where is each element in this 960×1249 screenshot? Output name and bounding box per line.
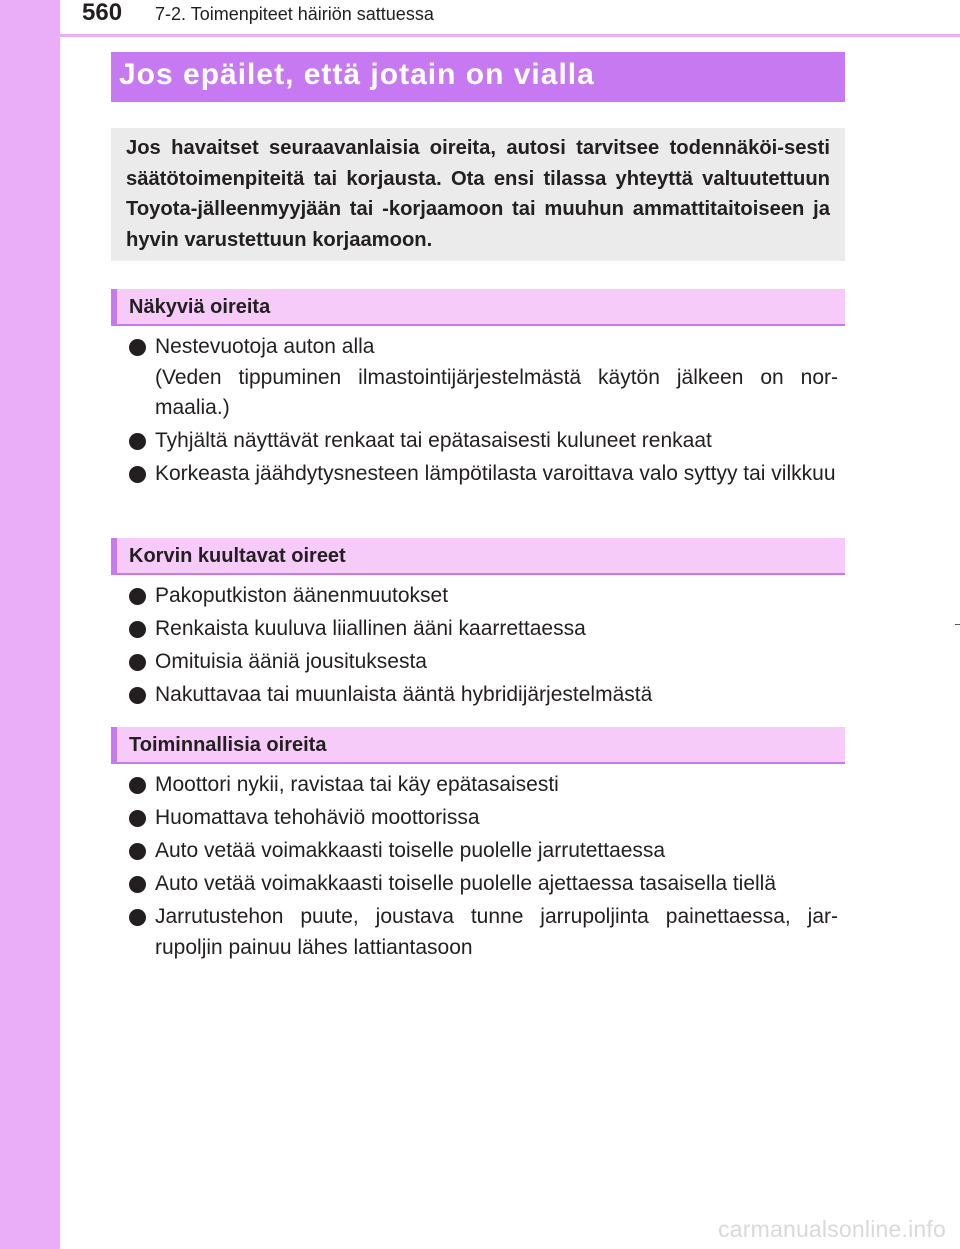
bullet-icon [129,466,146,483]
list-item-text: Auto vetää voimakkaasti toiselle puolelle jarrutettaessa [155,839,666,862]
subheading-label: Näkyviä oireita [129,296,271,318]
bullet-icon [129,777,146,794]
bullet-icon [129,339,146,356]
list-item [128,426,838,457]
list-item [128,581,838,612]
bullet-icon [129,621,146,638]
list-item-text: Auto vetää voimakkaasti toiselle puolelle ajettaessa tasaisella tiellä [155,872,777,895]
list-item-text: Omituisia ääniä jousituksesta [155,650,427,673]
list-item-text: Jarrutustehon puute, joustava tunne jarrupoljinta painettaessa, jar-rupoljin painuu lähes lattiantasoon [155,905,838,959]
list-item [128,770,838,801]
list-item-text: Renkaista kuuluva liiallinen ääni kaarrettaessa [155,617,586,640]
subheading-visible-symptoms [111,289,845,326]
list-item [128,902,838,963]
list-item-text: Nakuttavaa tai muunlaista ääntä hybridijärjestelmästä [155,683,653,706]
list-item-text: Moottori nykii, ravistaa tai käy epätasaisesti [155,773,559,796]
bullet-icon [129,654,146,671]
subheading-label: Toiminnallisia oireita [129,734,327,756]
page-title: Jos epäilet, että jotain on vialla [119,58,595,91]
list-item-text: Nestevuotoja auton alla [155,335,375,358]
list-item-text: Huomattava tehohäviö moottorissa [155,806,480,829]
list-item [128,459,838,490]
bullet-icon [129,588,146,605]
intro-text: Jos havaitset seuraavanlaisia oireita, autosi tarvitsee todennäköi-sesti säätötoimenpiteitä tai korjausta. Ota ensi tilassa yhteyttä valtuutettuun Toyota-jälleenmyyjään tai -korjaamoon tai muuhun ammattitaitoiseen ja hyvin varustettuun korjaamoon. [126,137,830,252]
bullet-icon [129,810,146,827]
list-item [128,836,838,867]
list-item-text: Tyhjältä näyttävät renkaat tai epätasaisesti kuluneet renkaat [155,429,712,452]
section-label: 7-2. Toimenpiteet häiriön sattuessa [155,4,434,24]
list-item [128,680,838,711]
intro-box [111,128,845,261]
functional-symptoms-list [128,770,838,966]
bullet-icon [129,843,146,860]
bullet-icon [129,687,146,704]
header-rule [0,34,960,37]
list-item [128,332,838,424]
bullet-icon [129,876,146,893]
page-title-banner [111,52,845,102]
list-item [128,803,838,834]
bullet-icon [129,433,146,450]
edge-mark [955,624,960,625]
audible-symptoms-list [128,581,838,713]
subheading-audible-symptoms [111,538,845,575]
bullet-icon [129,909,146,926]
list-item-text: Korkeasta jäähdytysnesteen lämpötilasta varoittava valo syttyy tai vilkkuu [155,462,836,485]
side-color-strip [0,0,60,1249]
list-item [128,869,838,900]
page-number: 560 [82,0,123,26]
list-item-text: Pakoputkiston äänenmuutokset [155,584,449,607]
subheading-functional-symptoms [111,727,845,764]
list-item [128,614,838,645]
list-item [128,647,838,678]
watermark: carmanualsonline.info [718,1216,946,1242]
list-item-note: (Veden tippuminen ilmastointijärjestelmästä käytön jälkeen on nor-maalia.) [155,365,838,419]
subheading-label: Korvin kuultavat oireet [129,545,346,567]
visible-symptoms-list [128,332,838,492]
